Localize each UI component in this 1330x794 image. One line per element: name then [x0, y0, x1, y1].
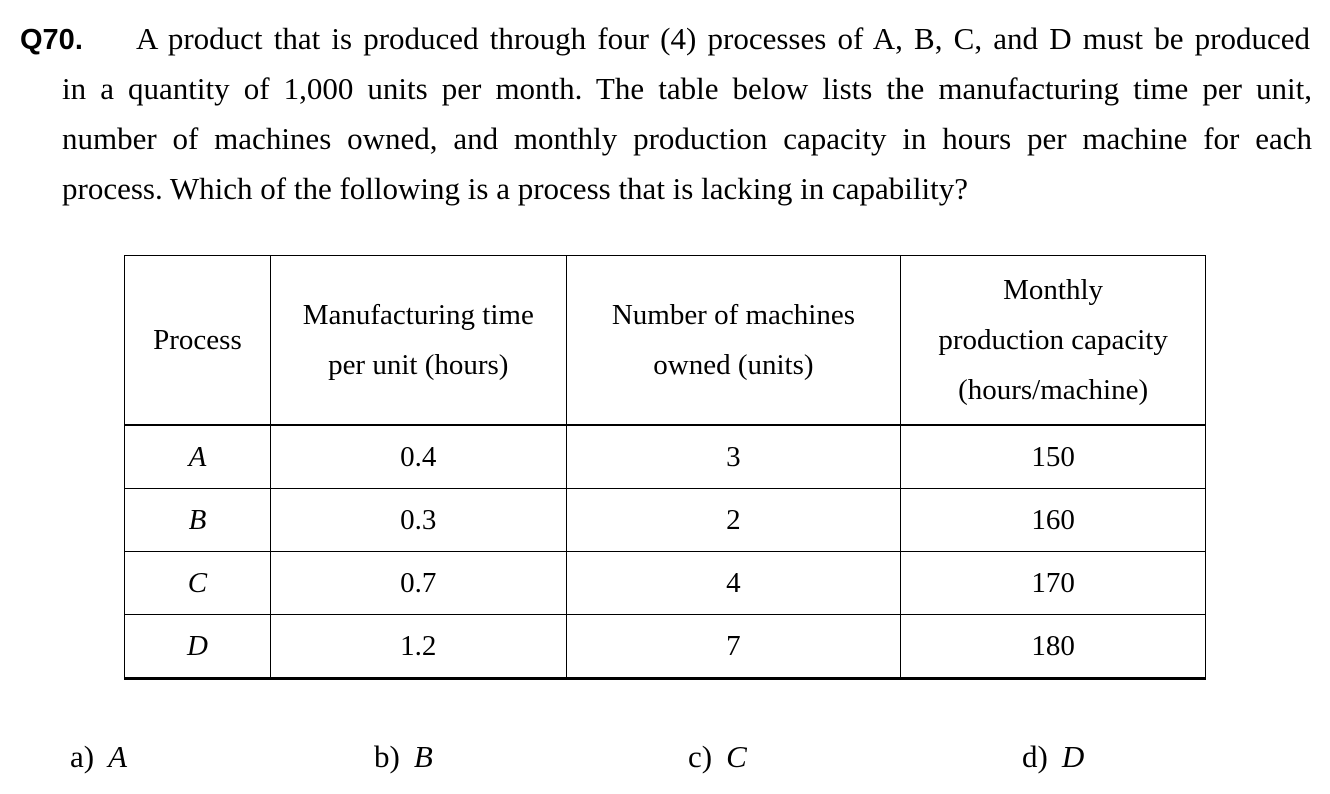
cell-process: C — [125, 552, 271, 615]
cell-machines: 2 — [566, 489, 901, 552]
table-row — [125, 425, 1206, 489]
cell-time: 0.3 — [270, 489, 566, 552]
answer-label: a) — [70, 739, 95, 774]
answer-label: b) — [374, 739, 400, 774]
header-machines-owned: Number of machines owned (units) — [566, 256, 901, 426]
cell-machines: 7 — [566, 615, 901, 679]
question-text-line-1: A product that is produced through four (4) processes of A, B, C, and D must be produced — [136, 21, 1310, 56]
question-line-1 — [20, 14, 1312, 64]
cell-machines: 3 — [566, 425, 901, 489]
cell-process: A — [125, 425, 271, 489]
table-header-row — [125, 256, 1206, 426]
header-monthly-capacity: Monthly production capacity (hours/machine) — [901, 256, 1206, 426]
answer-option-b[interactable] — [374, 732, 433, 782]
cell-process: B — [125, 489, 271, 552]
cell-capacity: 170 — [901, 552, 1206, 615]
answer-value: A — [108, 739, 128, 774]
cell-capacity: 180 — [901, 615, 1206, 679]
cell-time: 1.2 — [270, 615, 566, 679]
answer-options — [0, 732, 1330, 782]
cell-machines: 4 — [566, 552, 901, 615]
table-row — [125, 489, 1206, 552]
cell-capacity: 160 — [901, 489, 1206, 552]
answer-option-d[interactable] — [1022, 732, 1084, 782]
question-text-line-4: process. Which of the following is a process that is lacking in capability? — [62, 171, 968, 206]
question-block — [20, 14, 1312, 214]
cell-capacity: 150 — [901, 425, 1206, 489]
question-number: Q70. — [20, 24, 83, 56]
question-text-line-3: number of machines owned, and monthly production capacity in hours per machine for each — [62, 121, 1312, 156]
answer-option-a[interactable] — [70, 732, 127, 782]
process-table — [124, 255, 1206, 680]
answer-label: d) — [1022, 739, 1048, 774]
answer-label: c) — [688, 739, 713, 774]
header-manufacturing-time: Manufacturing time per unit (hours) — [270, 256, 566, 426]
cell-time: 0.4 — [270, 425, 566, 489]
answer-value: B — [413, 739, 433, 774]
answer-value: D — [1061, 739, 1085, 774]
answer-value: C — [726, 739, 747, 774]
cell-process: D — [125, 615, 271, 679]
answer-option-c[interactable] — [688, 732, 747, 782]
table-row — [125, 552, 1206, 615]
question-text-line-2: in a quantity of 1,000 units per month. The table below lists the manufacturing time per unit, — [62, 71, 1312, 106]
header-process: Process — [125, 256, 271, 426]
cell-time: 0.7 — [270, 552, 566, 615]
table-row — [125, 615, 1206, 679]
